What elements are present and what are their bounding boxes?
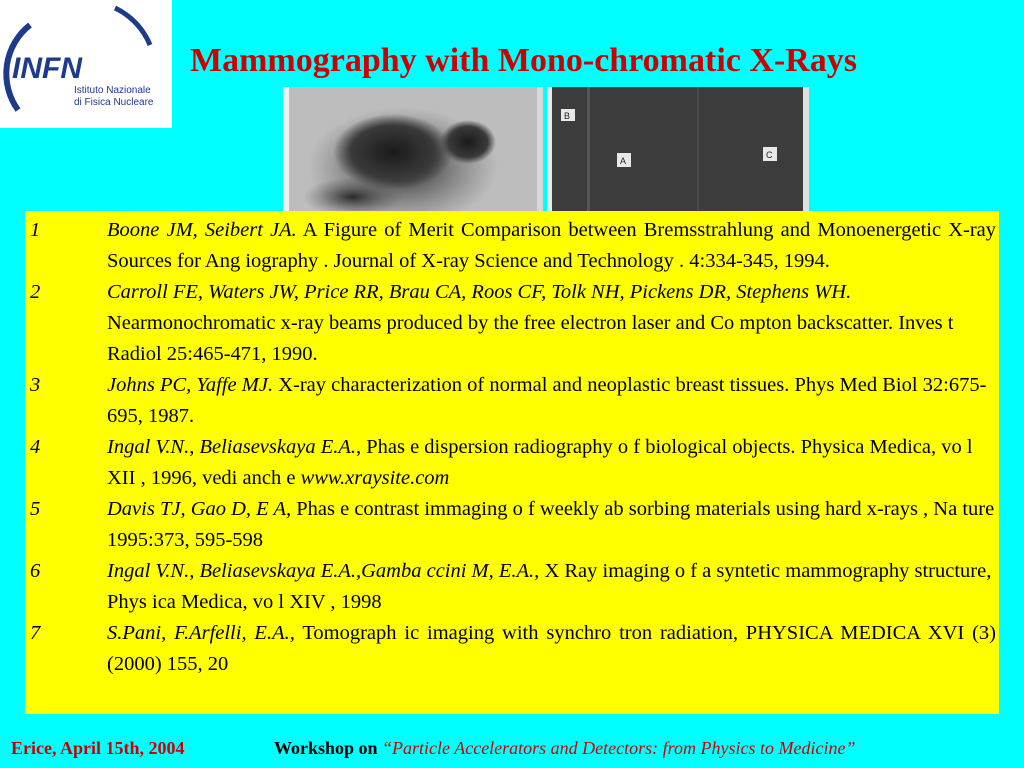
references-list xyxy=(25,211,999,714)
reference-number: 4 xyxy=(30,436,41,458)
logo-short-text: INFN xyxy=(12,52,82,85)
svg-text:C: C xyxy=(766,150,773,160)
logo-line2: di Fisica Nucleare xyxy=(74,97,154,108)
reference-text: , Phas e dispersion radiography o f biological objects. Physica Medica, vo l XII , 1996, vedi anch e xyxy=(107,436,973,489)
reference-authors: Carroll FE, Waters JW, Price RR, Brau CA, Roos CF, Tolk NH, Pickens DR, Stephens WH. xyxy=(107,281,852,303)
footer-workshop-title: “Particle Accelerators and Detectors: from Physics to Medicine” xyxy=(382,738,856,758)
synchrotron-mammogram-image xyxy=(547,87,809,215)
reference-number: 1 xyxy=(30,219,41,241)
reference-item xyxy=(30,215,996,277)
reference-item xyxy=(30,277,996,370)
svg-text:B: B xyxy=(564,111,571,121)
reference-text: Nearmonochromatic x-ray beams produced by the free electron laser and Co mpton backscatter. Inves t Radiol 25:465-471, 1990. xyxy=(107,312,954,365)
reference-text: X-ray characterization of normal and neoplastic breast tissues. Phys Med Biol 32:675-695, 1987. xyxy=(107,374,987,427)
reference-item xyxy=(30,494,996,556)
reference-link[interactable]: www.xraysite.com xyxy=(300,467,450,489)
reference-authors: Boone JM, Seibert JA. xyxy=(107,219,297,241)
logo-line1: Istituto Nazionale xyxy=(74,85,151,96)
reference-item xyxy=(30,556,996,618)
conventional-mammogram-image xyxy=(283,87,543,215)
footer-workshop-label: Workshop on xyxy=(274,738,378,758)
footer-place-date: Erice, April 15th, 2004 xyxy=(11,738,185,758)
reference-number: 2 xyxy=(30,281,41,303)
svg-text:A: A xyxy=(620,156,627,166)
footer-workshop xyxy=(274,738,855,759)
reference-authors: S.Pani, F.Arfelli, E.A., xyxy=(107,622,295,644)
reference-text: Phas e contrast immaging o f weekly ab sorbing materials using hard x-rays , Na ture 1995:373, 595-598 xyxy=(107,498,995,551)
reference-authors: Johns PC, Yaffe MJ. xyxy=(107,374,274,396)
reference-number: 7 xyxy=(30,622,41,644)
reference-authors: Ingal V.N., Beliasevskaya E.A.,Gamba ccini M, E.A., xyxy=(107,560,540,582)
infn-logo-graphic xyxy=(0,0,172,128)
reference-text: X Ray imaging o f a syntetic mammography structure, Phys ica Medica, vo l XIV , 1998 xyxy=(107,560,992,613)
infn-logo xyxy=(0,0,172,128)
logo-arc-right xyxy=(115,8,150,45)
reference-number: 6 xyxy=(30,560,41,582)
reference-item xyxy=(30,370,996,432)
reference-authors: Davis TJ, Gao D, E A, xyxy=(107,498,292,520)
reference-item xyxy=(30,432,996,494)
reference-item xyxy=(30,618,996,680)
reference-text: Tomograph ic imaging with synchro tron radiation, PHYSICA MEDICA XVI (3) (2000) 155, 20 xyxy=(107,622,996,675)
reference-number: 5 xyxy=(30,498,41,520)
reference-authors: Ingal V.N., Beliasevskaya E.A. xyxy=(107,436,356,458)
reference-text: A Figure of Merit Comparison between Bremsstrahlung and Monoenergetic X-ray Sources for Ang iography . Journal of X-ray Science and Technology . 4:334-345, 1994. xyxy=(107,219,997,272)
reference-number: 3 xyxy=(30,374,41,396)
page-title: Mammography with Mono-chromatic X-Rays xyxy=(190,42,858,79)
